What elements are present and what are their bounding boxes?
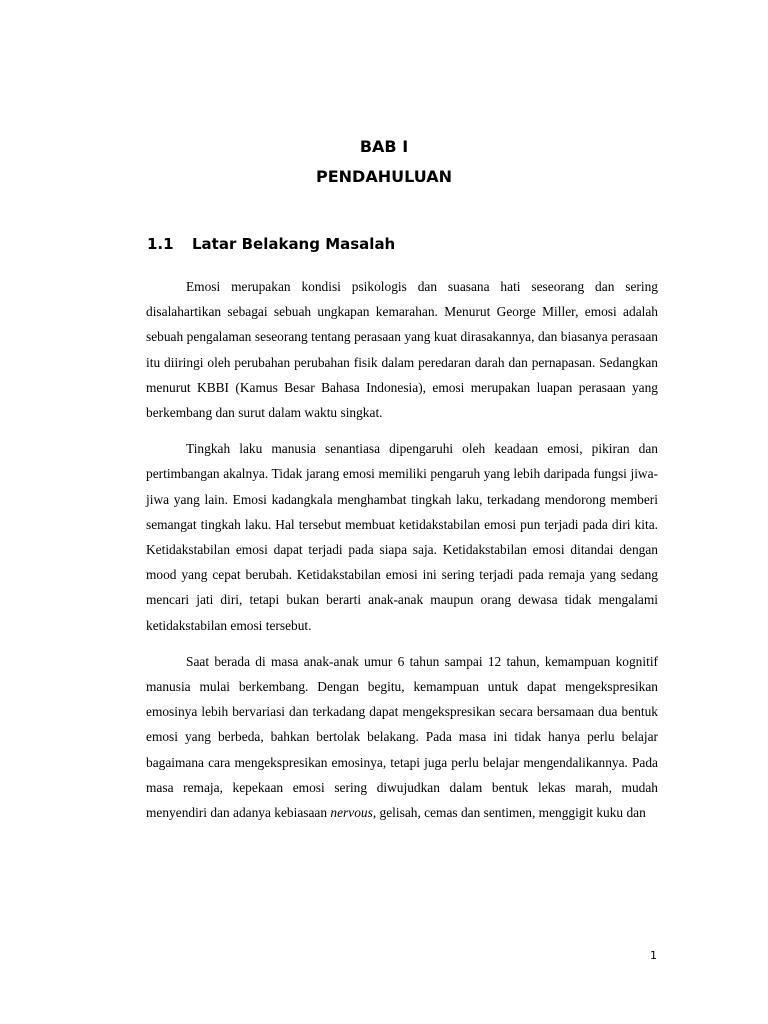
body-text xyxy=(146,274,658,825)
paragraph-3 xyxy=(146,649,658,825)
chapter-number: BAB I xyxy=(359,137,409,156)
paragraph-2: Tingkah laku manusia senantiasa dipengaruhi oleh keadaan emosi, pikiran dan pertimbangan akalnya. Tidak jarang emosi memiliki pengaruh yang lebih daripada fungsi jiwa-jiwa yang lain. Emosi kadangkala menghambat tingkah laku, terkadang mendorong memberi semangat tingkah laku. Hal tersebut membuat ketidakstabilan emosi pun terjadi pada diri kita. Ketidakstabilan emosi dapat terjadi pada siapa saja. Ketidakstabilan emosi ditandai dengan mood yang cepat berubah. Ketidakstabilan emosi ini sering terjadi pada remaja yang sedang mencari jati diri, tetapi bukan berarti anak-anak maupun orang dewasa tidak mengalami ketidakstabilan emosi tersebut. xyxy=(146,441,658,633)
chapter-title: PENDAHULUAN xyxy=(316,167,452,186)
paragraph-3-text-start: Saat berada di masa anak-anak umur 6 tahun sampai 12 tahun, kemampuan kognitif manusia mulai berkembang. Dengan begitu, kemampuan untuk dapat mengekspresikan emosinya lebih bervariasi dan terkadang dapat mengekspresikan secara bersamaan dua bentuk emosi yang berbeda, bahkan bertolak belakang. Pada masa ini tidak hanya perlu belajar bagaimana cara mengekspresikan emosinya, tetapi juga perlu belajar mengendalikannya. Pada masa remaja, kepekaan emosi sering diwujudkan dalam bentuk lekas marah, mudah menyendiri dan adanya kebiasaan xyxy=(146,653,658,821)
section-heading xyxy=(147,235,395,253)
section-title: Latar Belakang Masalah xyxy=(192,235,396,253)
section-number: 1.1 xyxy=(147,235,174,253)
page-number: 1 xyxy=(650,949,657,962)
paragraph-1: Emosi merupakan kondisi psikologis dan suasana hati seseorang dan sering disalahartikan sebagai sebuah ungkapan kemarahan. Menurut George Miller, emosi adalah sebuah pengalaman seseorang tentang perasaan yang kuat dirasakannya, dan biasanya perasaan itu diiringi oleh perubahan perubahan fisik dalam peredaran darah dan pernapasan. Sedangkan menurut KBBI (Kamus Besar Bahasa Indonesia), emosi merupakan luapan perasaan yang berkembang dan surut dalam waktu singkat. xyxy=(146,279,658,421)
italic-term: nervous xyxy=(330,805,373,821)
paragraph-3-text-end: , gelisah, cemas dan sentimen, menggigit kuku dan xyxy=(372,805,646,821)
